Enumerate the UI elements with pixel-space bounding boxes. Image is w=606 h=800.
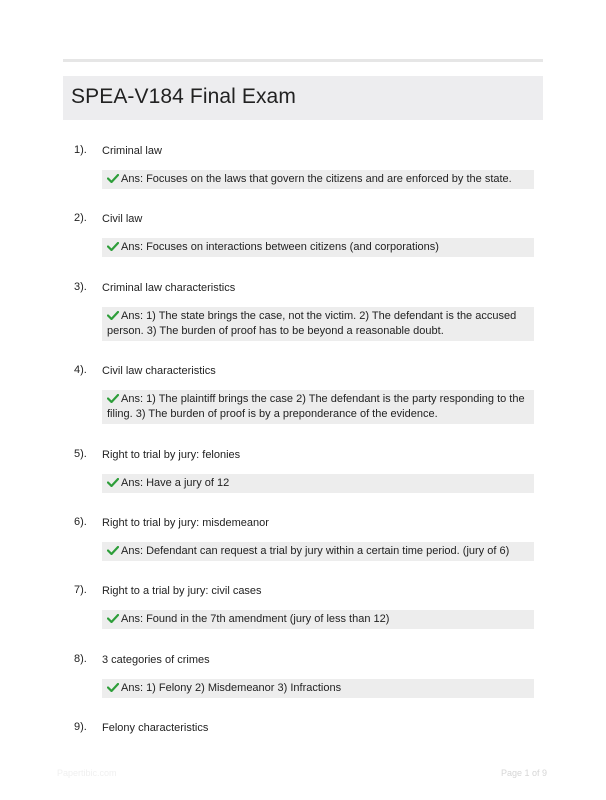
question-number: 2).: [74, 212, 87, 224]
question-text: Civil law: [102, 213, 143, 225]
question-number: 8).: [74, 653, 87, 665]
check-icon: [107, 546, 119, 555]
answer-box: [102, 390, 534, 424]
answer-text: Ans: Focuses on the laws that govern the citizens and are enforced by the state.: [121, 173, 512, 185]
question-text: Criminal law: [102, 145, 162, 157]
answer-text: Ans: Have a jury of 12: [121, 477, 230, 489]
answer-box: [102, 679, 534, 698]
footer-page-number: Page 1 of 9: [501, 768, 548, 778]
question-number: 6).: [74, 516, 87, 528]
check-icon: [107, 311, 119, 320]
answer-text: Ans: 1) The state brings the case, not the victim. 2) The defendant is the accused person. 3) The burden of proof has to be beyond a reasonable doubt.: [107, 310, 517, 337]
answer-text: Ans: Focuses on interactions between citizens (and corporations): [121, 241, 439, 253]
question-text: Right to a trial by jury: civil cases: [102, 585, 262, 597]
question-text: Right to trial by jury: felonies: [102, 449, 241, 461]
answer-text: Ans: 1) Felony 2) Misdemeanor 3) Infractions: [121, 682, 342, 694]
check-icon: [107, 174, 119, 183]
title-bar: [63, 76, 543, 120]
footer-site-watermark: Papertibic.com: [57, 768, 117, 778]
question-text: Civil law characteristics: [102, 365, 216, 377]
question-number: 1).: [74, 144, 87, 156]
answer-text: Ans: Found in the 7th amendment (jury of less than 12): [121, 613, 390, 625]
answer-box: [102, 307, 534, 341]
answer-box: [102, 542, 534, 561]
check-icon: [107, 242, 119, 251]
question-number: 9).: [74, 721, 87, 733]
answer-text: Ans: Defendant can request a trial by jury within a certain time period. (jury of 6): [121, 545, 510, 557]
question-text: Right to trial by jury: misdemeanor: [102, 517, 269, 529]
answer-box: [102, 170, 534, 189]
document-title: SPEA-V184 Final Exam: [71, 85, 296, 108]
answer-box: [102, 474, 534, 493]
top-divider: [63, 59, 543, 62]
check-icon: [107, 394, 119, 403]
answer-text: Ans: 1) The plaintiff brings the case 2) The defendant is the party responding to the filing. 3) The burden of proof is by a preponderance of the evidence.: [107, 393, 525, 420]
question-text: Felony characteristics: [102, 722, 209, 734]
question-number: 3).: [74, 281, 87, 293]
answer-box: [102, 610, 534, 629]
question-number: 5).: [74, 448, 87, 460]
check-icon: [107, 614, 119, 623]
question-number: 4).: [74, 364, 87, 376]
answer-box: [102, 238, 534, 257]
question-text: 3 categories of crimes: [102, 654, 210, 666]
check-icon: [107, 683, 119, 692]
question-text: Criminal law characteristics: [102, 282, 236, 294]
check-icon: [107, 478, 119, 487]
question-number: 7).: [74, 584, 87, 596]
